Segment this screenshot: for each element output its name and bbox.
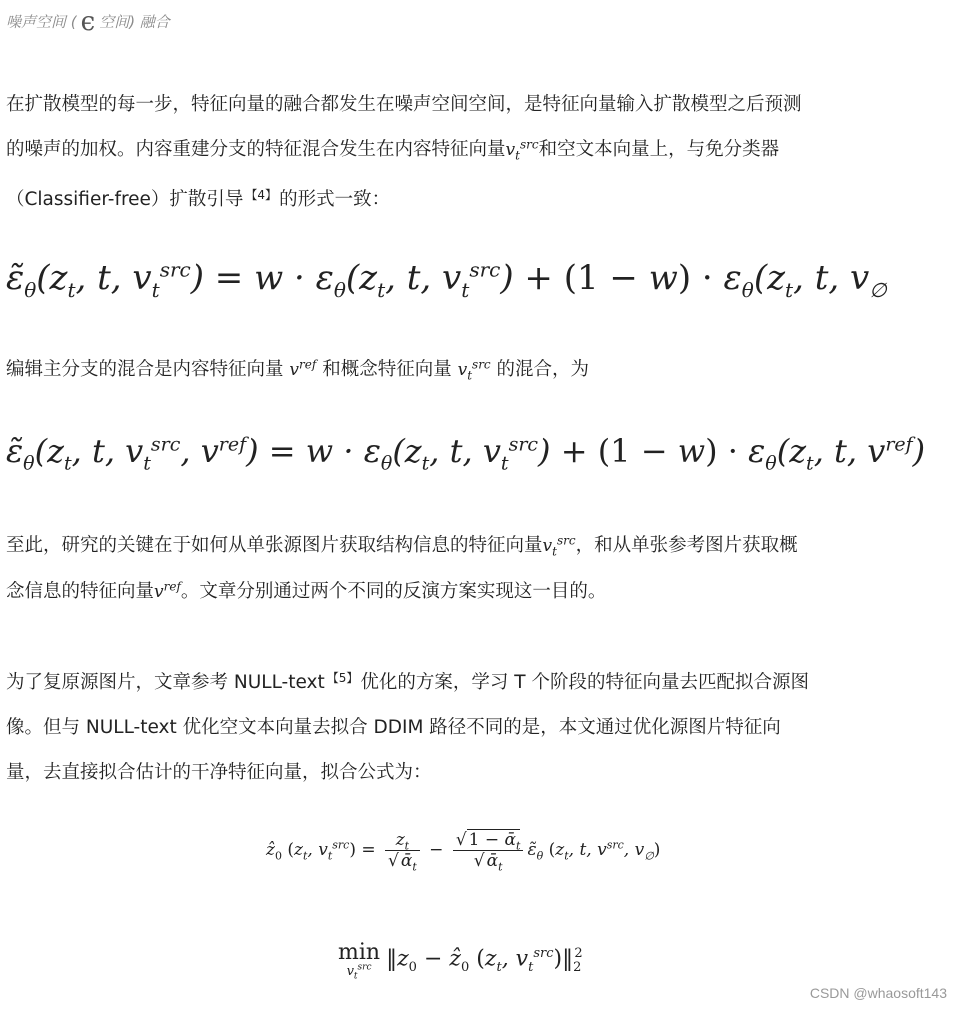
para2-before: 编辑主分支的混合是内容特征向量 — [6, 359, 284, 380]
citation-ref-4[interactable]: 【4】 — [245, 188, 278, 202]
inline-var-v-ref-2: $v^{ref}$ — [154, 579, 181, 602]
inline-var-v-t-src: $v_t^{src}$ — [505, 137, 539, 163]
para3-line1-after: ，和从单张参考图片获取概 — [575, 535, 798, 556]
para3-line2-after: 。文章分别通过两个不同的反演方案实现这一目的。 — [180, 581, 607, 602]
caption-text-before: 噪声空间 ( — [6, 13, 77, 31]
para1-line3-after: 的形式一致： — [279, 189, 391, 210]
para3-line2 — [6, 569, 956, 615]
equation-min-objective: min $v_t^{src}$ $‖z_0$ − ẑ$_0$ ($z_t$, $v_t^{src})‖_2^2$ — [338, 940, 583, 982]
para3-line1 — [6, 523, 956, 569]
para4-line3: 量，去直接拟合估计的干净特征向量，拟合公式为： — [6, 762, 432, 783]
para1-line3 — [6, 173, 956, 222]
paragraph-key-question — [6, 523, 956, 615]
para4-line2: 像。但与 NULL-text 优化空文本向量去拟合 DDIM 路径不同的是，本文通过优化源图片特征向 — [6, 717, 781, 738]
inline-var-v-t-src-3: $v_t^{src}$ — [542, 533, 576, 559]
para1-line2 — [6, 127, 956, 173]
inline-var-v-t-src-2: $v_t^{src}$ — [457, 357, 491, 383]
caption-text-after: 空间) 融合 — [99, 13, 170, 31]
para1-line1: 在扩散模型的每一步，特征向量的融合都发生在噪声空间空间，是特征向量输入扩散模型之后预测 — [6, 94, 802, 115]
equation-cfg-mix: $\varepsiloñ_\theta(z_t$, t, $v_t^{src}) = w \cdot \varepsilon_\theta(z_t$, t, $v_t^{src}) + (1 - w) \cdot \varepsilon_\theta(z_t$, t, $v_\emptyset$ — [6, 258, 887, 298]
para4-line1-before: 为了复原源图片，文章参考 NULL-text — [6, 672, 325, 693]
equation-edit-mix: $\varepsiloñ_\theta(z_t$, t, $v_t^{src}$, $v^{ref}) = w \cdot \varepsilon_\theta(z_t$, t, $v_t^{src}) + (1 - w) \cdot \varepsilon_\theta(z_t$, t, $v^{ref}$) — [6, 432, 926, 475]
para4-line1 — [6, 656, 956, 705]
min-operator: min $v_t^{src}$ — [338, 940, 381, 982]
fraction-noise-coef: $\frac{√ 1 - ᾱ_t}{√ ᾱ_t}$ — [453, 830, 524, 871]
para3-line2-before: 念信息的特征向量 — [6, 581, 155, 602]
para2-mid: 和概念特征向量 — [322, 359, 452, 380]
equation-z0-estimate: ẑ$_0$ ($z_t$, $v_t^{src}$) = $\frac{z_t}{√ ᾱ_t}$ − $\frac{√ 1 - ᾱ_t}{√ ᾱ_t}$ $\varepsiloñ_\theta$ ($z_t$, t, $v^{src}$, $v_\emptyset$) — [266, 830, 661, 874]
para1-line2-before: 的噪声的加权。内容重建分支的特征混合发生在内容特征向量 — [6, 139, 506, 160]
para3-line1-before: 至此，研究的关键在于如何从单张源图片获取结构信息的特征向量 — [6, 535, 543, 556]
citation-ref-5[interactable]: 【5】 — [326, 671, 359, 685]
para1-line3-before: （Classifier-free）扩散引导 — [6, 189, 244, 210]
section-caption — [6, 4, 170, 37]
paragraph-edit-branch — [6, 347, 956, 393]
inline-var-v-ref: $v^{ref}$ — [289, 357, 317, 380]
para1-line2-after: 和空文本向量上，与免分类器 — [538, 139, 780, 160]
csdn-watermark: CSDN @whaosoft143 — [809, 985, 947, 1001]
para4-line1-after: 优化的方案，学习 T 个阶段的特征向量去匹配拟合源图 — [360, 672, 809, 693]
epsilon-symbol: ϵ — [80, 7, 96, 37]
paragraph-null-text — [6, 656, 956, 795]
fraction-zt: $\frac{z_t}{√ ᾱ_t}$ — [385, 830, 420, 871]
para2-after: 的混合，为 — [496, 359, 590, 380]
paragraph-intro — [6, 82, 956, 222]
